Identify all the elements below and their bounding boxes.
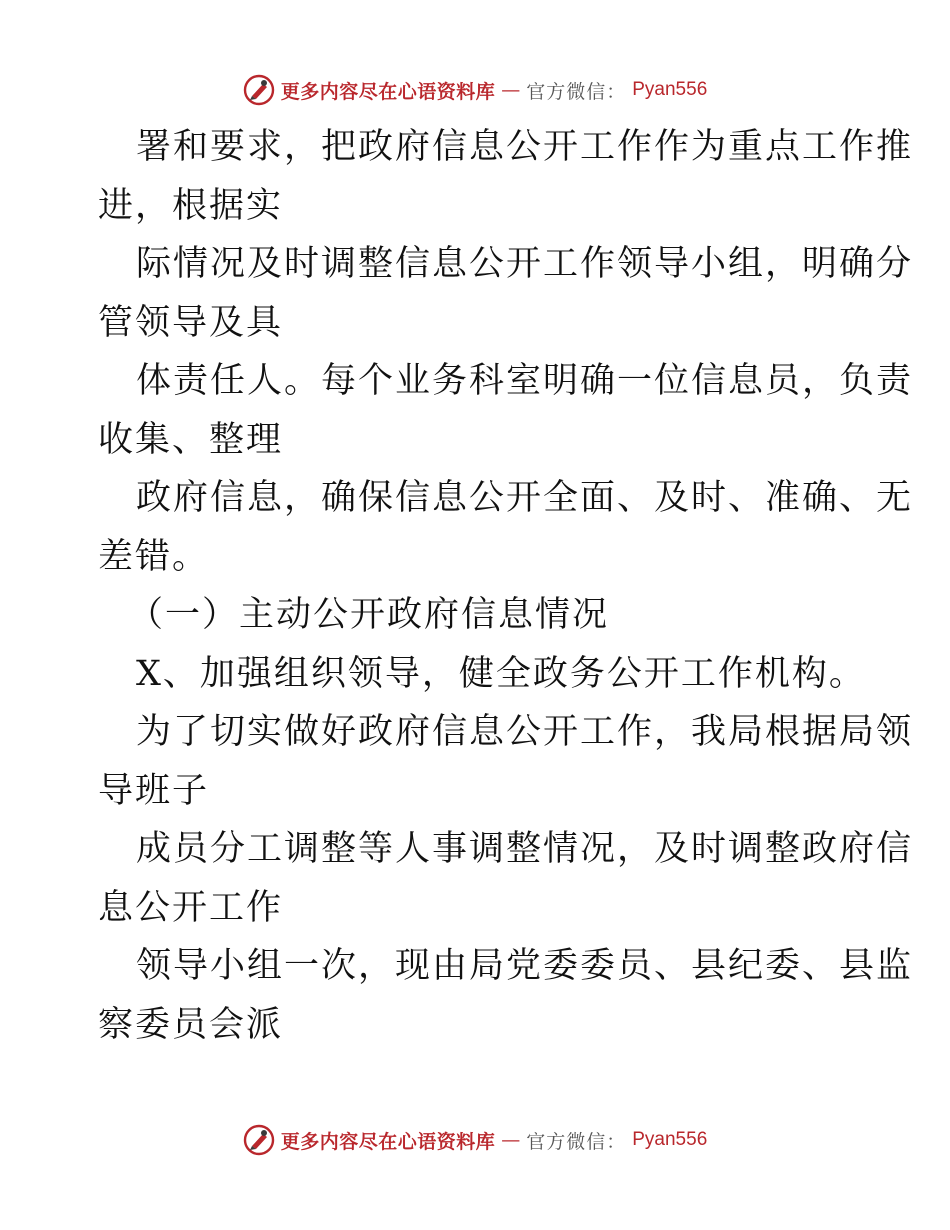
footer-watermark [0,1120,950,1160]
text-line: 成员分工调整等人事调整情况，及时调整政府信 [136,829,914,869]
text-line: 息公开工作 [98,887,284,928]
text-line: 察委员会派 [98,1004,284,1045]
text-line: 导班子 [98,770,210,811]
text-line: 为了切实做好政府信息公开工作，我局根据局领 [136,712,914,752]
banner-site-name: 更多内容尽在心语资料库 [280,80,496,103]
banner-dash: — [501,79,521,101]
banner-official-label: 官方微信： [526,1130,627,1153]
subsection-heading: X、加强组织领导，健全政务公开工作机构。 [136,653,866,694]
banner-dash: — [501,1129,521,1151]
banner-wechat-id: Pyan556 [632,1129,708,1150]
text-line: 进，根据实 [98,185,284,226]
pen-logo-icon [243,1124,275,1156]
text-line: 管领导及具 [98,302,284,343]
banner-wechat-id: Pyan556 [632,79,708,100]
text-line: 差错。 [98,536,210,577]
header-watermark [0,70,950,110]
text-line: 领导小组一次，现由局党委委员、县纪委、县监 [136,946,914,986]
text-line: 际情况及时调整信息公开工作领导小组，明确分 [136,244,914,284]
pen-logo-icon [243,74,275,106]
text-line: 收集、整理 [98,419,284,460]
text-line: 体责任人。每个业务科室明确一位信息员，负责 [136,361,914,401]
text-line: 署和要求，把政府信息公开工作作为重点工作推 [136,127,914,167]
banner-official-label: 官方微信： [526,80,627,103]
text-line: 政府信息，确保信息公开全面、及时、准确、无 [136,478,914,518]
section-heading: （一）主动公开政府信息情况 [128,595,610,635]
banner-site-name: 更多内容尽在心语资料库 [280,1130,496,1153]
document-body [98,118,914,1054]
